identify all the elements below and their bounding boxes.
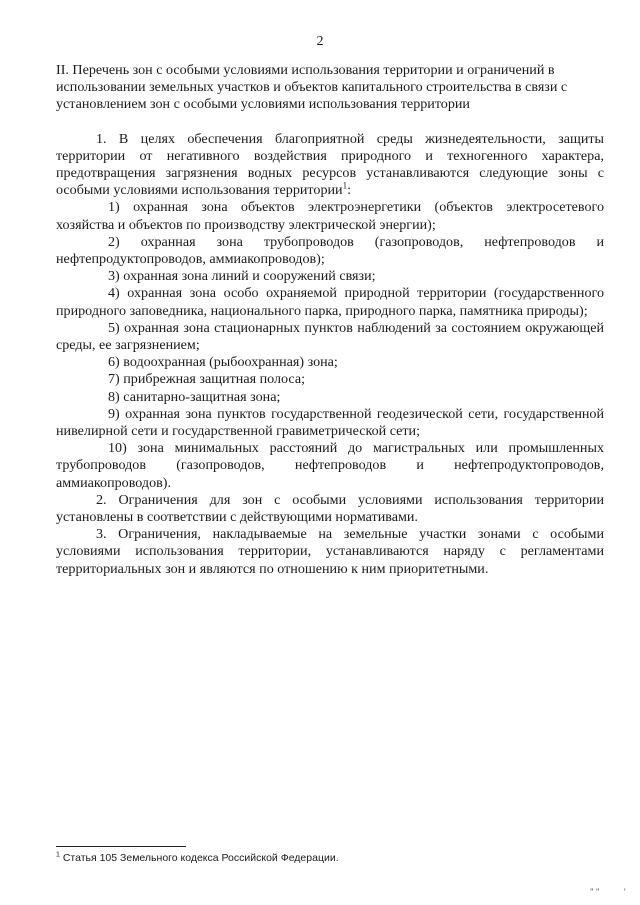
paragraph-1	[56, 131, 604, 200]
list-item-1: 1) охранная зона объектов электроэнергетики (объектов электросетевого хозяйства и объектов по производству электрической энергии);	[56, 199, 604, 233]
list-item-10: 10) зона минимальных расстояний до магистральных или промышленных трубопроводов (газопроводов, нефтепроводов и нефтепродуктопроводов, аммиакопроводов).	[56, 440, 604, 491]
paragraph-1-tail: :	[347, 182, 352, 199]
footnote	[56, 852, 339, 864]
list-item-9: 9) охранная зона пунктов государственной геодезической сети, государственной нивелирной сети и государственной гравиметрической сети;	[56, 405, 604, 440]
page-number: 2	[316, 34, 324, 49]
list-item-7: 7) прибрежная защитная полоса;	[108, 371, 306, 388]
list-item-6: 6) водоохранная (рыбоохранная) зона;	[108, 354, 338, 371]
paragraph-1-text: 1. В целях обеспечения благоприятной среды жизнедеятельности, защиты территории от негативного воздействия природного и техногенного характера, предотвращения загрязнения водных ресурсов устанавливаются следующие зоны с особыми условиями использования территории	[56, 130, 604, 199]
footnote-divider	[56, 846, 186, 847]
paragraph-2: 2. Ограничения для зон с особыми условиями использования территории установлены в соответствии с действующими нормативами.	[56, 491, 604, 526]
list-item-3: 3) охранная зона линий и сооружений связи;	[108, 268, 376, 285]
footnote-ref: 1	[342, 180, 348, 191]
list-item-8: 8) санитарно-защитная зона;	[108, 388, 281, 405]
corner-mark-left: " "	[590, 887, 600, 897]
footnote-marker: 1	[56, 851, 60, 859]
list-item-5: 5) охранная зона стационарных пунктов наблюдений за состоянием окружающей среды, ее загрязнением;	[56, 319, 604, 354]
list-item-2: 2) охранная зона трубопроводов (газопроводов, нефтепроводов и нефтепродуктопроводов, аммиакопроводов);	[56, 233, 604, 268]
paragraph-3: 3. Ограничения, накладываемые на земельные участки зонами с особыми условиями использования территории, устанавливаются наряду с регламентами территориальных зон и являются по отношению к ним приоритетными.	[56, 526, 604, 577]
document-body	[56, 62, 604, 578]
list-item-4: 4) охранная зона особо охраняемой природной территории (государственного природного заповедника, национального парка, природного парка, памятника природы);	[56, 285, 604, 319]
section-heading: II. Перечень зон с особыми условиями использования территории и ограничений в использовании земельных участков и объектов капитального строительства в связи с установлением зон с особыми условиями использования территории	[56, 62, 568, 113]
corner-mark-right: '	[624, 887, 626, 897]
footnote-text: Статья 105 Земельного кодекса Российской Федерации.	[62, 852, 339, 864]
